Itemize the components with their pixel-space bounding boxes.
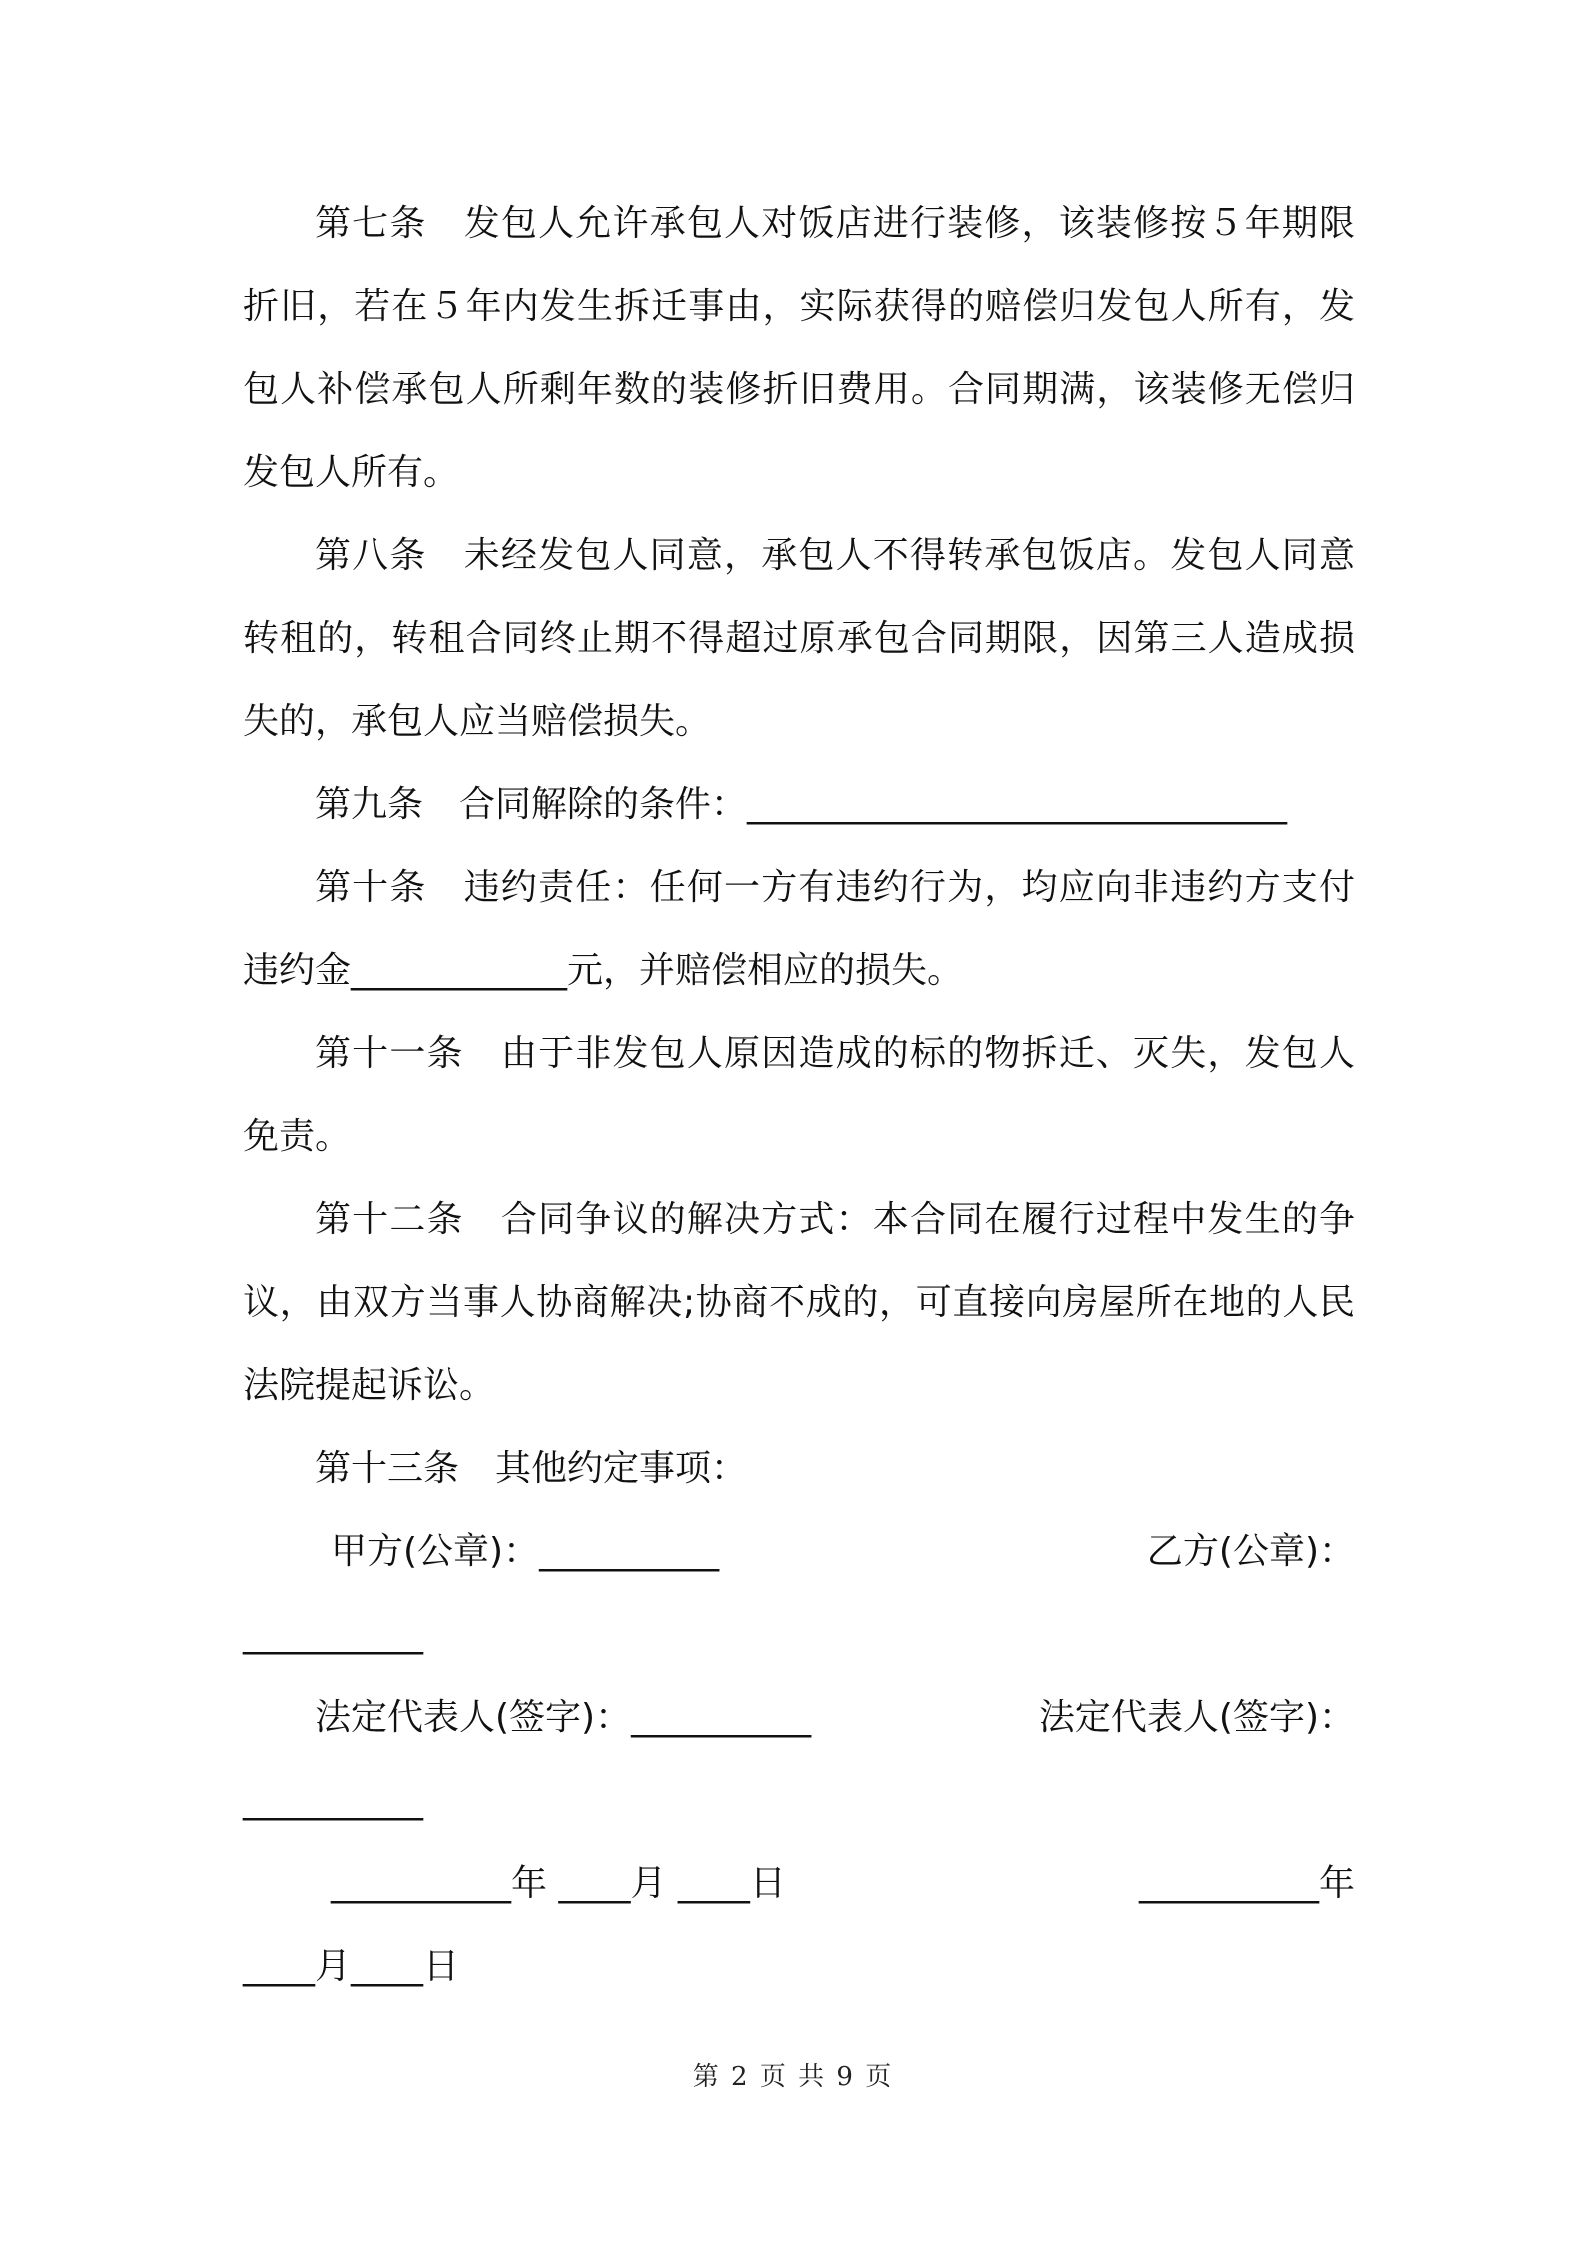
page-number: 第 2 页 共 9 页 — [692, 2062, 894, 2092]
party-b-seal-line: __________ — [243, 1614, 423, 1655]
party-b-seal: 乙方(公章)： — [1146, 1531, 1355, 1572]
article-9: 第九条 合同解除的条件：______________________________ — [315, 784, 1288, 825]
article-12: 第十二条 合同争议的解决方式：本合同在履行过程中发生的争议，由双方当事人协商解决;协商不成的，可直接向房屋所在地的人民法院提起诉讼。 — [243, 1199, 1355, 1406]
signature-block — [243, 1510, 1355, 2008]
party-b-date: __________年 — [1138, 1863, 1355, 1904]
article-11: 第十一条 由于非发包人原因造成的标的物拆迁、灭失，发包人免责。 — [243, 1033, 1355, 1157]
article-10: 第十条 违约责任：任何一方有违约行为，均应向非违约方支付违约金____________元，并赔偿相应的损失。 — [243, 867, 1355, 991]
article-7: 第七条 发包人允许承包人对饭店进行装修，该装修按５年期限折旧，若在５年内发生拆迁事由，实际获得的赔偿归发包人所有，发包人补偿承包人所剩年数的装修折旧费用。合同期满，该装修无偿归发包人所有。 — [243, 203, 1355, 493]
seal-row — [243, 1510, 1355, 1593]
party-b-representative-line: __________ — [243, 1780, 423, 1821]
party-a-seal: 甲方(公章)：__________ — [331, 1531, 720, 1572]
party-b-date-line: ____月____日 — [243, 1946, 460, 1987]
party-a-representative: 法定代表人(签字)：__________ — [315, 1697, 812, 1738]
party-a-date: __________年 ____月 ____日 — [331, 1863, 786, 1904]
representative-row — [243, 1676, 1355, 1759]
article-13: 第十三条 其他约定事项： — [315, 1448, 748, 1489]
date-row — [243, 1842, 1355, 1925]
contract-body — [243, 182, 1355, 2008]
party-b-representative: 法定代表人(签字)： — [1038, 1697, 1355, 1738]
article-8: 第八条 未经发包人同意，承包人不得转承包饭店。发包人同意转租的，转租合同终止期不得超过原承包合同期限，因第三人造成损失的，承包人应当赔偿损失。 — [243, 535, 1355, 742]
